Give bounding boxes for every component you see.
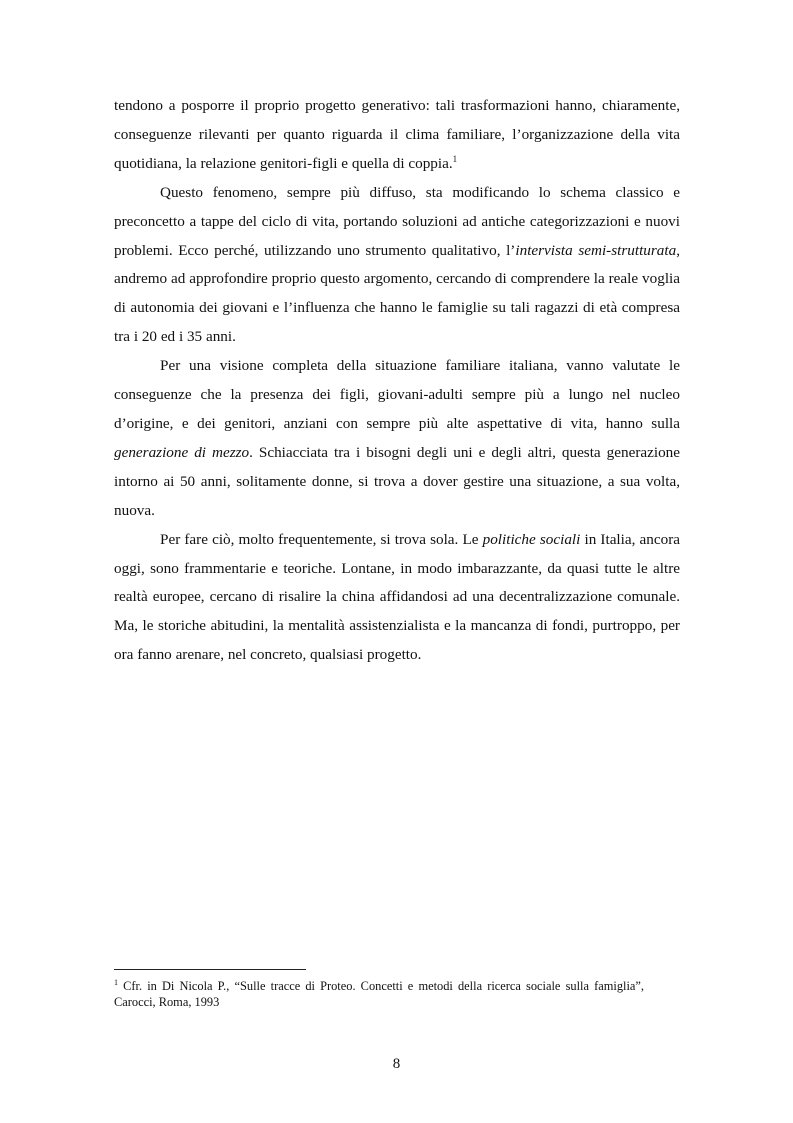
paragraph-4-text-b: in Italia, ancora oggi, sono frammentarie e teoriche. Lontane, in modo imbarazzante, da quasi tutte le altre realtà europee, cercano di risalire la china affidandosi ad una decentralizzazione comunale. Ma, le storiche abitudini, la mentalità assistenzialista e la mancanza di fondi, purtroppo, per ora fanno arenare, nel concreto, qualsiasi progetto. <box>114 530 680 664</box>
page-number: 8 <box>392 1056 401 1072</box>
paragraph-3-emphasis: generazione di mezzo <box>114 443 250 461</box>
paragraph-2-text-b: , andremo ad approfondire proprio questo argomento, cercando di comprendere la reale voglia di autonomia dei giovani e l’influenza che hanno le famiglie su tali ragazzi di età compresa tra i 20 ed i 35 anni. <box>114 241 681 346</box>
body-text <box>114 92 680 670</box>
paragraph-2-emphasis: intervista semi-strutturata <box>515 241 677 259</box>
paragraph-2-text-a: Questo fenomeno, sempre più diffuso, sta modificando lo schema classico e preconcetto a tappe del ciclo di vita, portando soluzioni ad antiche categorizzazioni e nuovi problemi. Ecco perché, utilizzando uno strumento qualitativo, l’ <box>114 183 680 259</box>
paragraph-2 <box>114 179 680 352</box>
footnote-marker: 1 <box>114 978 118 987</box>
paragraph-4-emphasis: politiche sociali <box>482 530 581 548</box>
footnote <box>114 978 644 1010</box>
paragraph-3-text-a: Per una visione completa della situazione familiare italiana, vanno valutate le conseguenze che la presenza dei figli, giovani-adulti sempre più a lungo nel nucleo d’origine, e dei genitori, anziani con sempre più alte aspettative di vita, hanno sulla <box>114 357 680 432</box>
paragraph-4-text-a: Per fare ciò, molto frequentemente, si trova sola. Le <box>160 530 483 548</box>
footnote-ref-1[interactable]: 1 <box>452 153 458 164</box>
footnote-divider <box>114 969 306 970</box>
paragraph-3-text-b: . Schiacciata tra i bisogni degli uni e degli altri, questa generazione intorno ai 50 anni, solitamente donne, si trova a dover gestire una situazione, a sua volta, nuova. <box>114 443 681 519</box>
footnote-text: Cfr. in Di Nicola P., “Sulle tracce di Proteo. Concetti e metodi della ricerca sociale sulla famiglia”, Carocci, Roma, 1993 <box>114 979 644 1009</box>
paragraph-1 <box>114 92 680 179</box>
paragraph-4 <box>114 526 680 671</box>
paragraph-3 <box>114 352 680 525</box>
paragraph-1-text: tendono a posporre il proprio progetto generativo: tali trasformazioni hanno, chiaramente, conseguenze rilevanti per quanto riguarda il clima familiare, l’organizzazione della vita quotidiana, la relazione genitori-figli e quella di coppia. <box>114 97 680 172</box>
